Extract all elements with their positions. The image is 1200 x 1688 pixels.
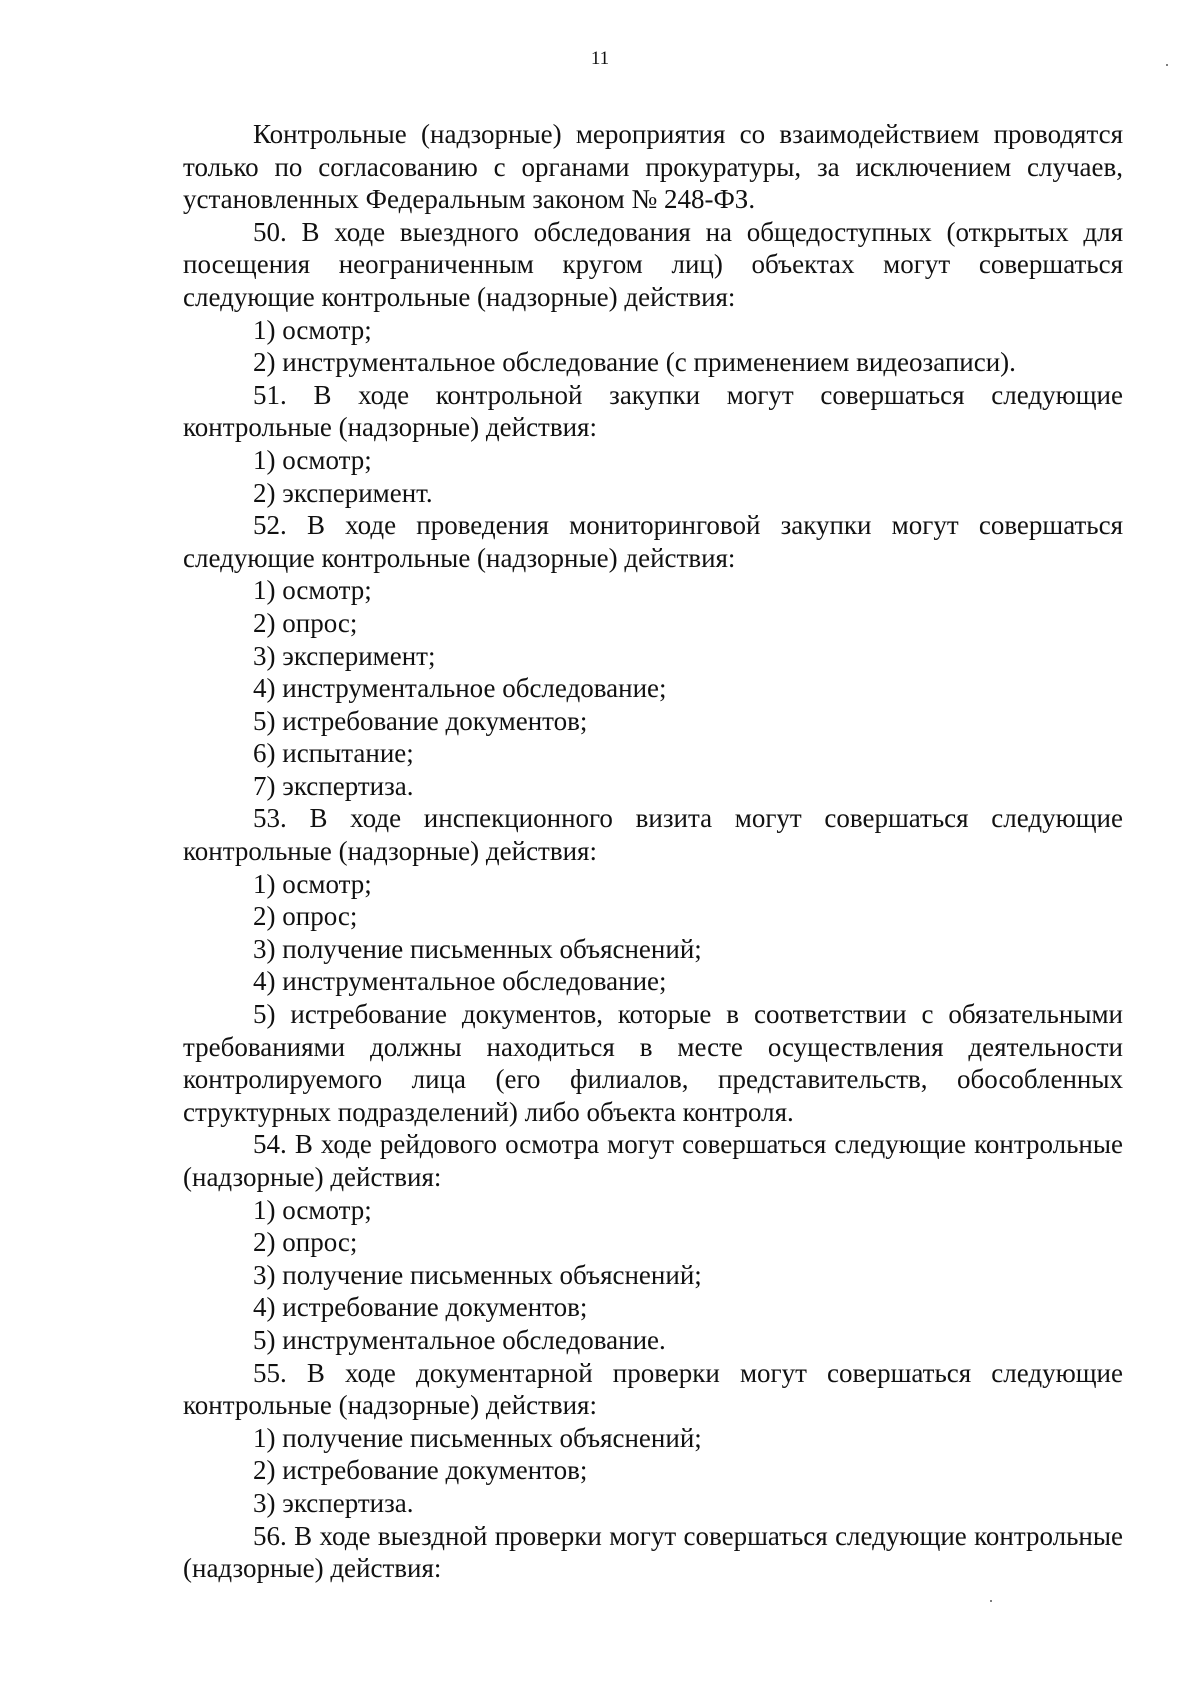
scan-speck bbox=[1166, 64, 1168, 66]
scan-speck bbox=[990, 1600, 992, 1602]
paragraph-52: 52. В ходе проведения мониторинговой закупки могут совершаться следующие контрольные (надзорные) действия: bbox=[183, 510, 1123, 573]
list-item: 3) получение письменных объяснений; bbox=[253, 1259, 702, 1290]
list-item: 2) опрос; bbox=[253, 1227, 358, 1258]
list-item: 2) инструментальное обследование (с применением видеозаписи). bbox=[253, 347, 1016, 378]
paragraph-54: 54. В ходе рейдового осмотра могут совершаться следующие контрольные (надзорные) действия: bbox=[183, 1129, 1123, 1192]
list-item: 4) инструментальное обследование; bbox=[253, 966, 667, 997]
list-item: 5) инструментальное обследование. bbox=[253, 1324, 666, 1355]
paragraph-50: 50. В ходе выездного обследования на общедоступных (открытых для посещения неограниченным кругом лиц) объектах могут совершаться следующие контрольные (надзорные) действия: bbox=[183, 216, 1123, 312]
list-item: 2) опрос; bbox=[253, 607, 358, 638]
list-item: 1) осмотр; bbox=[253, 575, 372, 606]
paragraph-51: 51. В ходе контрольной закупки могут совершаться следующие контрольные (надзорные) действия: bbox=[183, 379, 1123, 443]
list-item: 5) истребование документов; bbox=[253, 705, 588, 736]
paragraph-55: 55. В ходе документарной проверки могут совершаться следующие контрольные (надзорные) действия: bbox=[183, 1357, 1123, 1421]
list-item: 1) осмотр; bbox=[253, 868, 372, 899]
document-body bbox=[183, 118, 1123, 1585]
list-item: 1) осмотр; bbox=[253, 444, 372, 475]
paragraph-prosecutor-approval: Контрольные (надзорные) мероприятия со взаимодействием проводятся только по согласованию с органами прокуратуры, за исключением случаев, установленных Федеральным законом № 248-ФЗ. bbox=[183, 119, 1123, 215]
list-item: 1) получение письменных объяснений; bbox=[253, 1422, 702, 1453]
page-number: 11 bbox=[590, 48, 610, 69]
paragraph-53: 53. В ходе инспекционного визита могут совершаться следующие контрольные (надзорные) действия: bbox=[183, 803, 1123, 867]
paragraph-53-item-5: 5) истребование документов, которые в соответствии с обязательными требованиями должны находиться в месте осуществления деятельности контролируемого лица (его филиалов, представительств, обособленных структурных подразделений) либо объекта контроля. bbox=[183, 999, 1123, 1127]
list-item: 2) эксперимент. bbox=[253, 477, 433, 508]
list-item: 1) осмотр; bbox=[253, 1194, 372, 1225]
list-item: 2) истребование документов; bbox=[253, 1455, 588, 1486]
paragraph-56: 56. В ходе выездной проверки могут совершаться следующие контрольные (надзорные) действия: bbox=[183, 1520, 1123, 1584]
list-item: 7) экспертиза. bbox=[253, 770, 414, 801]
list-item: 2) опрос; bbox=[253, 901, 358, 932]
list-item: 4) истребование документов; bbox=[253, 1292, 588, 1323]
list-item: 3) экспертиза. bbox=[253, 1487, 414, 1518]
list-item: 1) осмотр; bbox=[253, 314, 372, 345]
list-item: 6) испытание; bbox=[253, 738, 414, 769]
list-item: 3) получение письменных объяснений; bbox=[253, 933, 702, 964]
list-item: 4) инструментальное обследование; bbox=[253, 673, 667, 704]
list-item: 3) эксперимент; bbox=[253, 640, 436, 671]
